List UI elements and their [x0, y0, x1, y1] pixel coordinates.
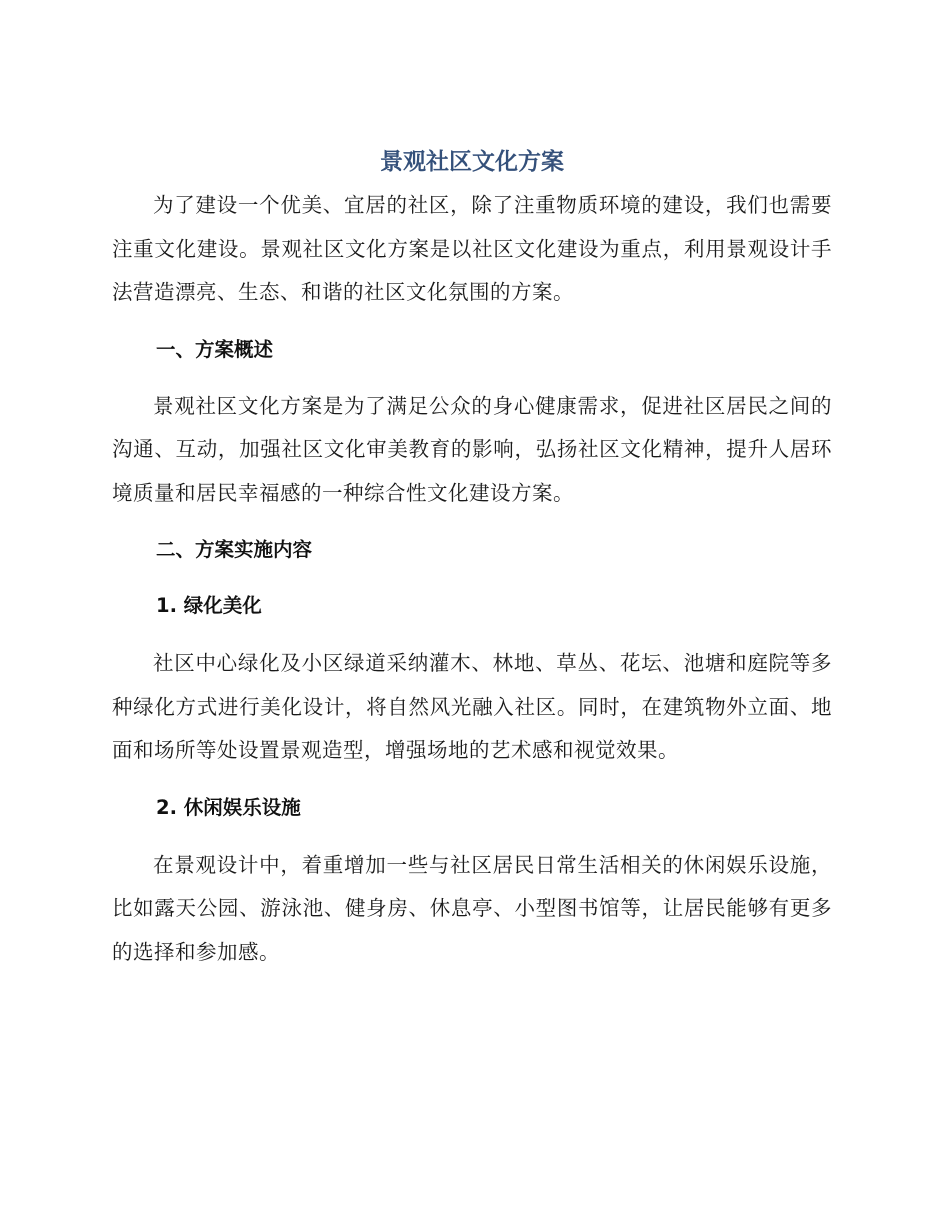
section-heading-overview: 一、方案概述 — [156, 337, 274, 361]
leisure-paragraph: 在景观设计中，着重增加一些与社区居民日常生活相关的休闲娱乐设施，比如露天公园、游泳池、健身房、休息亭、小型图书馆等，让居民能够有更多的选择和参加感。 — [112, 852, 832, 964]
section-heading-implementation: 二、方案实施内容 — [156, 538, 313, 561]
subsection-heading-leisure: 2. 休闲娱乐设施 — [156, 795, 301, 819]
greening-paragraph: 社区中心绿化及小区绿道采纳灌木、林地、草丛、花坛、池塘和庭院等多种绿化方式进行美化设计，将自然风光融入社区。同时，在建筑物外立面、地面和场所等处设置景观造型，增强场地的艺术感和视觉效果。 — [112, 651, 832, 762]
intro-paragraph: 为了建设一个优美、宜居的社区，除了注重物质环境的建设，我们也需要注重文化建设。景观社区文化方案是以社区文化建设为重点，利用景观设计手法营造漂亮、生态、和谐的社区文化氛围的方案。 — [112, 193, 832, 304]
overview-paragraph: 景观社区文化方案是为了满足公众的身心健康需求，促进社区居民之间的沟通、互动，加强社区文化审美教育的影响，弘扬社区文化精神，提升人居环境质量和居民幸福感的一种综合性文化建设方案。 — [112, 393, 832, 505]
subsection-heading-greening: 1. 绿化美化 — [156, 594, 262, 617]
document-title: 景观社区文化方案 — [380, 149, 564, 175]
document-page — [112, 140, 832, 974]
